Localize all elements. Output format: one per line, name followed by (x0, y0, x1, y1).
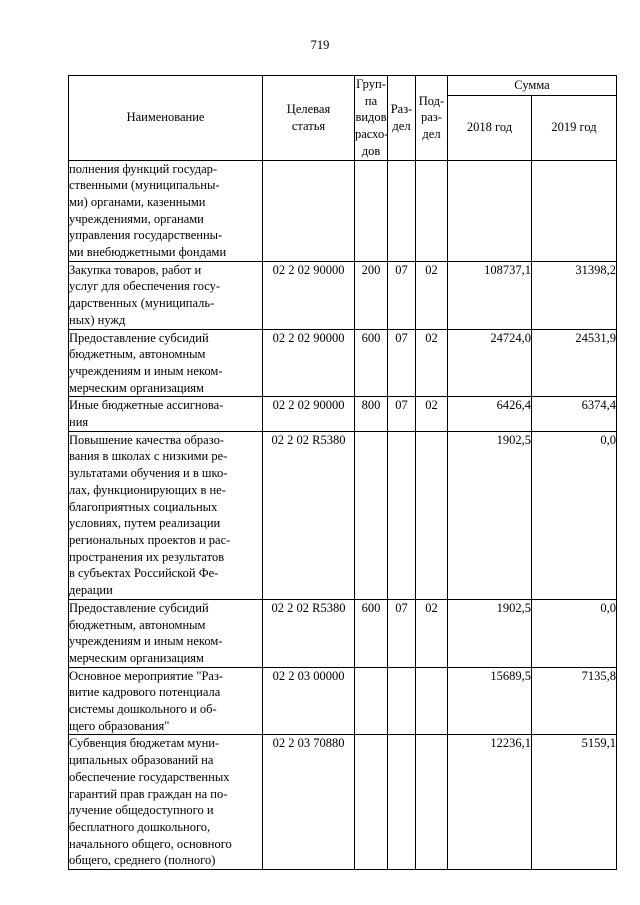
table-row (69, 431, 617, 599)
header-sum: Сумма (448, 76, 617, 96)
header-name: Наименование (69, 76, 263, 161)
table-row (69, 599, 617, 667)
row-name: Предоставление субсидий бюджетным, автономным учреждениям и иным неком- мерческим организациям (69, 599, 263, 667)
row-name: Основное мероприятие "Раз- витие кадрового потенциала системы дошкольного и об- щего образования" (69, 667, 263, 735)
row-group: 600 (355, 599, 388, 667)
row-value-2019: 7135,8 (532, 667, 617, 735)
table-row (69, 329, 617, 397)
row-value-2019: 0,0 (532, 431, 617, 599)
row-value-2018: 1902,5 (448, 431, 532, 599)
row-value-2018: 1902,5 (448, 599, 532, 667)
row-value-2018: 6426,4 (448, 397, 532, 431)
row-subsection (416, 160, 448, 261)
row-section (388, 431, 416, 599)
row-value-2018: 12236,1 (448, 735, 532, 870)
table-row (69, 261, 617, 329)
row-section: 07 (388, 261, 416, 329)
row-group (355, 735, 388, 870)
row-group: 200 (355, 261, 388, 329)
row-article: 02 2 02 R5380 (263, 599, 355, 667)
table-header (69, 76, 617, 161)
table-row (69, 160, 617, 261)
row-article (263, 160, 355, 261)
row-subsection (416, 431, 448, 599)
row-section (388, 667, 416, 735)
row-subsection (416, 735, 448, 870)
row-article: 02 2 02 90000 (263, 329, 355, 397)
row-value-2019 (532, 160, 617, 261)
row-group (355, 431, 388, 599)
row-name: Иные бюджетные ассигнова- ния (69, 397, 263, 431)
row-section (388, 735, 416, 870)
row-name: полнения функций государ- ственными (муниципальны- ми) органами, казенными учреждениями, органами управления государственны- ми внебюджетными фондами (69, 160, 263, 261)
header-article: Целевая статья (263, 76, 355, 161)
row-subsection: 02 (416, 261, 448, 329)
row-value-2018: 24724,0 (448, 329, 532, 397)
row-article: 02 2 02 90000 (263, 397, 355, 431)
row-name: Субвенция бюджетам муни- ципальных образований на обеспечение государственных гарантий прав граждан на по- лучение общедоступного и бесплатного дошкольного, начального общего, основного общего, среднего (полного) (69, 735, 263, 870)
row-subsection: 02 (416, 397, 448, 431)
row-article: 02 2 02 R5380 (263, 431, 355, 599)
row-subsection (416, 667, 448, 735)
row-article: 02 2 03 70880 (263, 735, 355, 870)
row-subsection: 02 (416, 329, 448, 397)
row-value-2019: 24531,9 (532, 329, 617, 397)
row-section (388, 160, 416, 261)
row-article: 02 2 03 00000 (263, 667, 355, 735)
row-article: 02 2 02 90000 (263, 261, 355, 329)
table-row (69, 735, 617, 870)
table-row (69, 667, 617, 735)
page-number: 719 (310, 38, 330, 52)
row-name: Предоставление субсидий бюджетным, автономным учреждениям и иным неком- мерческим организациям (69, 329, 263, 397)
row-section: 07 (388, 397, 416, 431)
row-group: 800 (355, 397, 388, 431)
row-value-2019: 5159,1 (532, 735, 617, 870)
row-value-2018 (448, 160, 532, 261)
header-group: Груп- па видов расхо- дов (355, 76, 388, 161)
row-value-2019: 31398,2 (532, 261, 617, 329)
row-section: 07 (388, 599, 416, 667)
table-row (69, 397, 617, 431)
row-value-2019: 6374,4 (532, 397, 617, 431)
header-subsection: Под- раз- дел (416, 76, 448, 161)
header-section: Раз- дел (388, 76, 416, 161)
row-value-2018: 15689,5 (448, 667, 532, 735)
table-body (69, 160, 617, 870)
row-value-2018: 108737,1 (448, 261, 532, 329)
row-subsection: 02 (416, 599, 448, 667)
row-group (355, 667, 388, 735)
row-section: 07 (388, 329, 416, 397)
budget-table (68, 75, 617, 870)
row-name: Закупка товаров, работ и услуг для обеспечения госу- дарственных (муниципаль- ных) нужд (69, 261, 263, 329)
header-year-2018: 2018 год (448, 95, 532, 160)
row-value-2019: 0,0 (532, 599, 617, 667)
header-year-2019: 2019 год (532, 95, 617, 160)
row-group: 600 (355, 329, 388, 397)
row-group (355, 160, 388, 261)
row-name: Повышение качества образо- вания в школах с низкими ре- зультатами обучения и в шко- лах, функционирующих в не- благоприятных социальных условиях, путем реализации региональных проектов и рас- пространения их результатов в субъектах Российской Фе- дерации (69, 431, 263, 599)
